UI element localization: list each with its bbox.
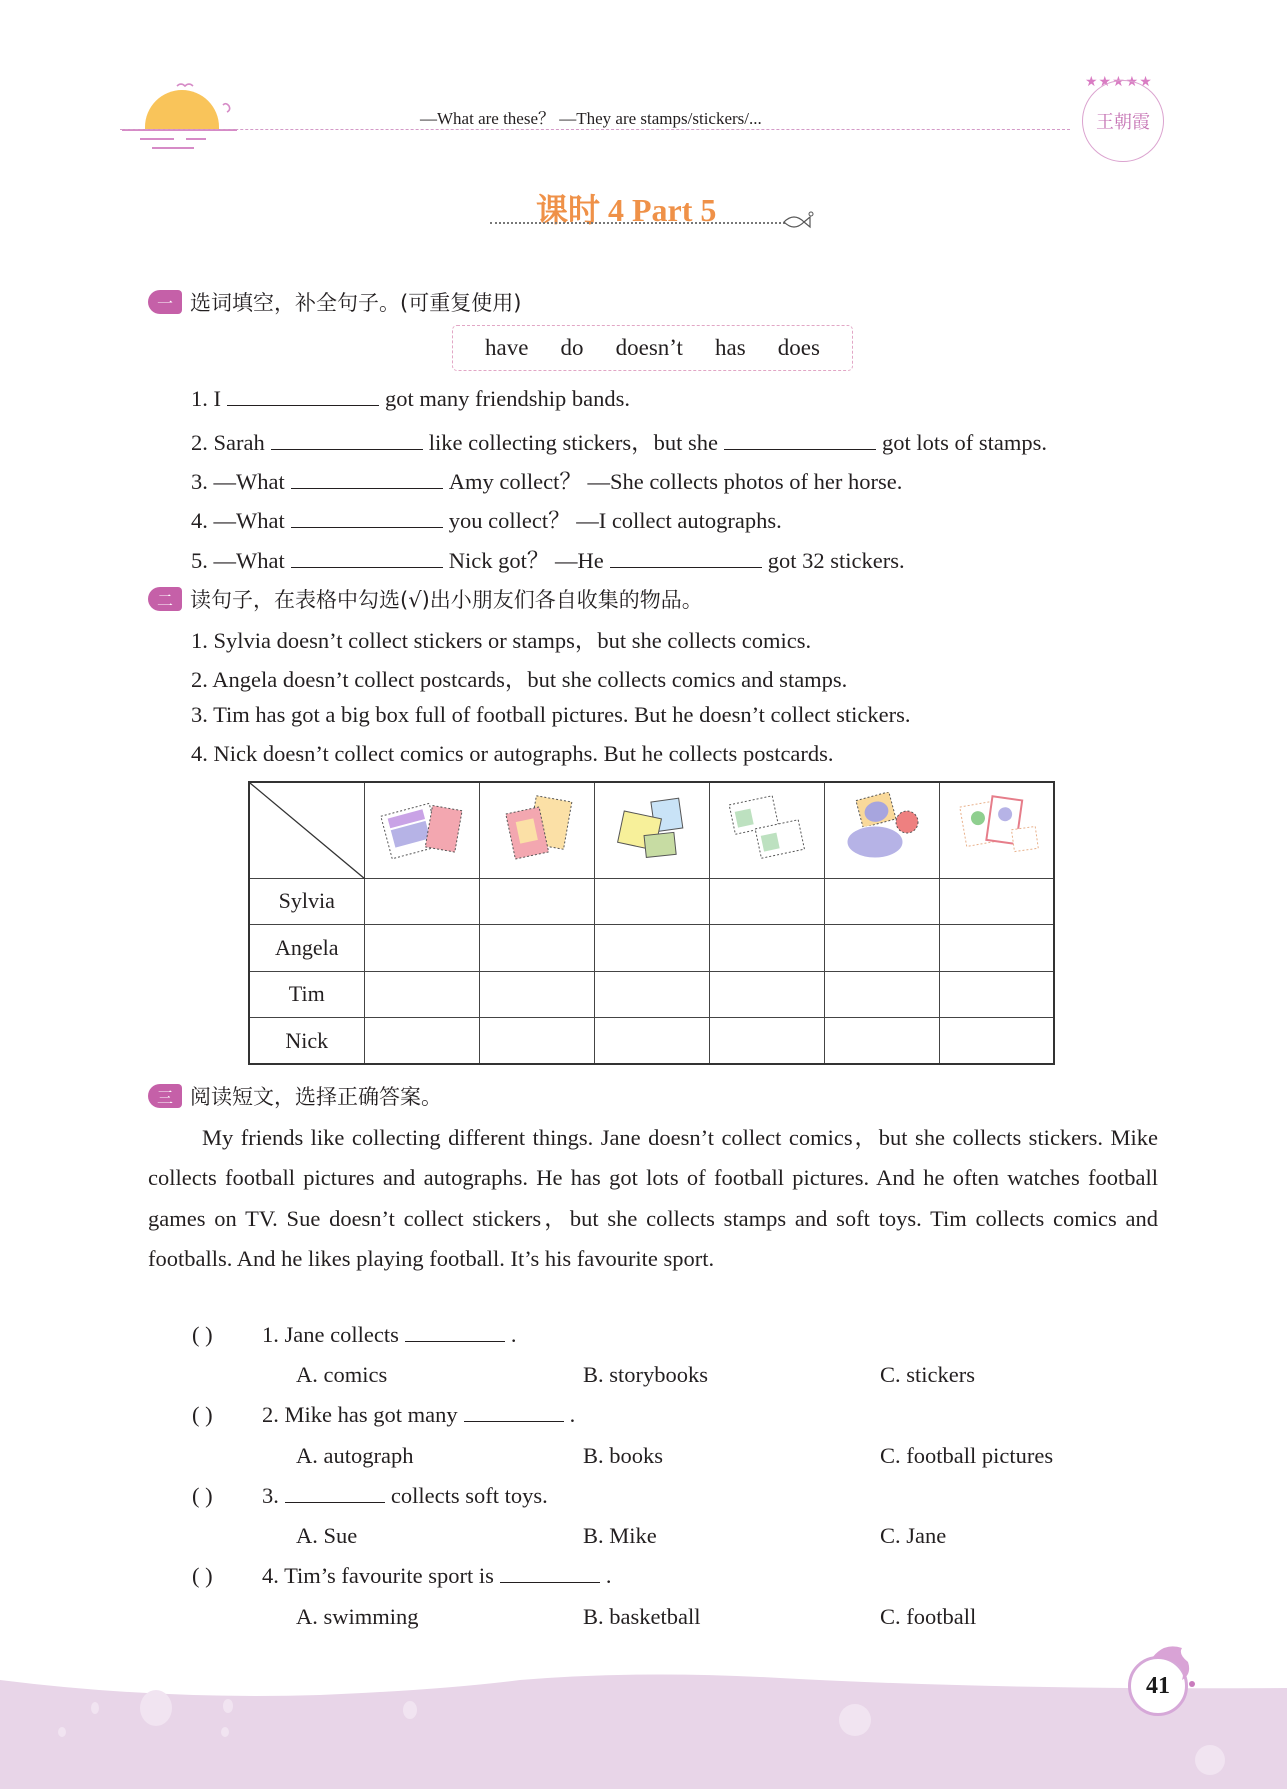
check-cell[interactable]	[709, 1018, 824, 1065]
footer-wave	[0, 1660, 1287, 1789]
answer-blank[interactable]	[271, 449, 423, 450]
answer-paren[interactable]: ( )	[192, 1563, 213, 1588]
option[interactable]: C. football pictures	[880, 1443, 1054, 1468]
section-number-badge: 二	[148, 587, 182, 611]
row-name: Nick	[249, 1018, 364, 1065]
check-cell[interactable]	[479, 971, 594, 1018]
dolphin-icon	[1148, 1640, 1198, 1690]
option[interactable]: B. books	[583, 1443, 664, 1468]
section-instruction: 选词填空，补全句子。(可重复使用)	[190, 291, 522, 315]
answer-blank[interactable]	[610, 567, 762, 568]
star-icons: ★★★★★	[1085, 75, 1153, 90]
section-number-badge: 一	[148, 290, 182, 314]
word-bank-item: does	[777, 335, 820, 360]
table-row	[249, 925, 1054, 972]
option[interactable]: B. basketball	[583, 1604, 701, 1629]
fill-blank-item: 1. I got many friendship bands.	[191, 386, 630, 411]
answer-blank[interactable]	[291, 488, 443, 489]
fill-blank-item: 3. —What Amy collect？ —She collects photos of her horse.	[191, 469, 903, 494]
diagonal-header-cell	[249, 782, 364, 878]
check-cell[interactable]	[364, 1018, 479, 1065]
check-cell[interactable]	[939, 925, 1054, 972]
running-title: —What are these？ —They are stamps/stickers/...	[420, 109, 762, 128]
answer-paren[interactable]: ( )	[192, 1322, 213, 1347]
answer-blank[interactable]	[227, 405, 379, 406]
word-bank	[452, 325, 853, 371]
answer-paren[interactable]: ( )	[192, 1483, 213, 1508]
sentence: 4. Nick doesn’t collect comics or autographs. But he collects postcards.	[191, 741, 834, 766]
header-divider	[120, 129, 1070, 130]
row-name: Tim	[249, 971, 364, 1018]
answer-paren[interactable]: ( )	[192, 1402, 213, 1427]
check-cell[interactable]	[709, 971, 824, 1018]
fill-blank-item: 2. Sarah like collecting stickers，but she got lots of stamps.	[191, 430, 1048, 455]
check-cell[interactable]	[364, 878, 479, 925]
check-cell[interactable]	[824, 878, 939, 925]
word-bank-item: do	[560, 335, 584, 360]
stamps-icon	[479, 782, 594, 878]
answer-blank[interactable]	[724, 449, 876, 450]
table-row	[249, 1018, 1054, 1065]
check-cell[interactable]	[824, 925, 939, 972]
check-cell[interactable]	[594, 925, 709, 972]
check-cell[interactable]	[594, 878, 709, 925]
option[interactable]: C. stickers	[880, 1362, 975, 1387]
option[interactable]: C. football	[880, 1604, 977, 1629]
check-cell[interactable]	[594, 971, 709, 1018]
check-cell[interactable]	[824, 1018, 939, 1065]
section-instruction: 读句子，在表格中勾选(√)出小朋友们各自收集的物品。	[190, 588, 703, 612]
option[interactable]: C. Jane	[880, 1523, 947, 1548]
lesson-title: 课时 4 Part 5	[536, 192, 717, 228]
question: ( ) 1. Jane collects .	[192, 1322, 517, 1347]
answer-blank[interactable]	[291, 567, 443, 568]
football-pictures-icon	[939, 782, 1054, 878]
bird-icon	[165, 80, 240, 120]
option[interactable]: B. Mike	[583, 1523, 657, 1548]
question: ( ) 2. Mike has got many .	[192, 1402, 576, 1427]
check-cell[interactable]	[939, 1018, 1054, 1065]
section-instruction: 阅读短文，选择正确答案。	[190, 1085, 442, 1109]
section-1-header	[148, 287, 521, 317]
section-number-badge: 三	[148, 1084, 182, 1108]
word-bank-item: have	[485, 335, 529, 360]
section-2-header	[148, 584, 703, 614]
check-cell[interactable]	[709, 925, 824, 972]
table-row	[249, 971, 1054, 1018]
word-bank-item: has	[714, 335, 746, 360]
section-3-header	[148, 1081, 442, 1111]
check-cell[interactable]	[364, 971, 479, 1018]
fish-icon	[782, 210, 814, 234]
question: ( ) 4. Tim’s favourite sport is .	[192, 1563, 612, 1588]
check-cell[interactable]	[479, 1018, 594, 1065]
check-cell[interactable]	[939, 878, 1054, 925]
row-name: Angela	[249, 925, 364, 972]
page-number: 41	[1128, 1656, 1188, 1716]
check-cell[interactable]	[594, 1018, 709, 1065]
sentence: 3. Tim has got a big box full of football pictures. But he doesn’t collect stickers.	[191, 702, 911, 727]
check-cell[interactable]	[939, 971, 1054, 1018]
check-cell[interactable]	[824, 971, 939, 1018]
check-cell[interactable]	[479, 925, 594, 972]
collection-table	[248, 781, 1055, 1065]
option[interactable]: A. swimming	[296, 1604, 419, 1629]
option[interactable]: A. autograph	[296, 1443, 414, 1468]
question: ( ) 3. collects soft toys.	[192, 1483, 548, 1508]
check-cell[interactable]	[479, 878, 594, 925]
reading-passage: My friends like collecting different things. Jane doesn’t collect comics，but she collects stickers. Mike collects football pictures and autographs. He has got lots of football pictures. And he often watches football games on TV. Sue doesn’t collect stickers，but she collects stamps and soft toys. Tim collects comics and footballs. And he likes playing football. It’s his favourite sport.	[148, 1125, 1158, 1271]
comics-icon	[364, 782, 479, 878]
option[interactable]: B. storybooks	[583, 1362, 709, 1387]
autographs-icon	[594, 782, 709, 878]
word-bank-item: doesn’t	[615, 335, 683, 360]
stickers-icon	[824, 782, 939, 878]
answer-blank[interactable]	[291, 527, 443, 528]
row-name: Sylvia	[249, 878, 364, 925]
publisher-logo: 王朝霞	[1082, 80, 1164, 162]
option[interactable]: A. comics	[296, 1362, 388, 1387]
option[interactable]: A. Sue	[296, 1523, 358, 1548]
table-row	[249, 878, 1054, 925]
postcards-icon	[709, 782, 824, 878]
title-underline	[490, 222, 785, 224]
check-cell[interactable]	[364, 925, 479, 972]
check-cell[interactable]	[709, 878, 824, 925]
fill-blank-item: 4. —What you collect？ —I collect autographs.	[191, 508, 782, 533]
table-header-row	[249, 782, 1054, 878]
sentence: 2. Angela doesn’t collect postcards，but she collects comics and stamps.	[191, 667, 848, 692]
fill-blank-item: 5. —What Nick got？ —He got 32 stickers.	[191, 548, 905, 573]
sentence: 1. Sylvia doesn’t collect stickers or stamps，but she collects comics.	[191, 628, 812, 653]
